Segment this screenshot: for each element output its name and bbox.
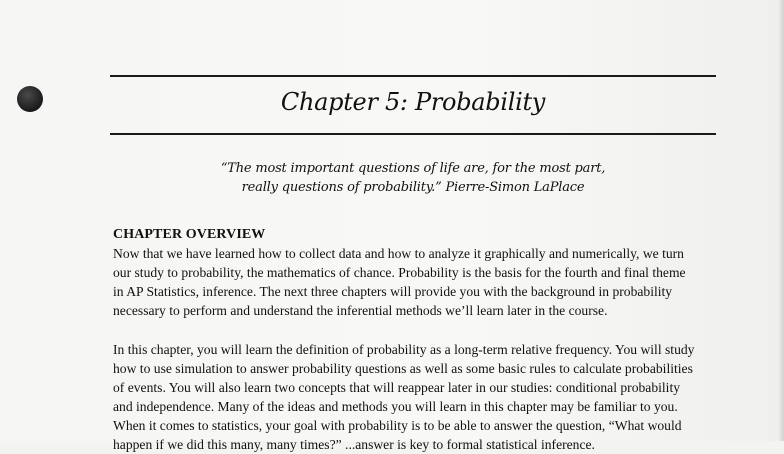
title-rule-bottom bbox=[110, 133, 716, 135]
page-edge-shadow bbox=[778, 0, 784, 441]
epigraph-quote bbox=[110, 159, 716, 197]
quote-line: “The most important questions of life are, for the most part, bbox=[220, 161, 606, 176]
binder-hole bbox=[17, 86, 43, 112]
text-line: happen if we did this many, many times?” ...answer is key to formal statistical inference. bbox=[113, 437, 595, 452]
text-line: our study to probability, the mathematics of chance. Probability is the basis for the fourth and final theme bbox=[113, 265, 686, 280]
quote-line: really questions of probability.” Pierre-Simon LaPlace bbox=[241, 180, 585, 195]
text-line: In this chapter, you will learn the definition of probability as a long-term relative frequency. You will study bbox=[113, 342, 695, 357]
title-rule-top bbox=[110, 75, 716, 77]
chapter-title: Chapter 5: Probability bbox=[280, 88, 546, 116]
overview-paragraph-1 bbox=[113, 244, 713, 320]
text-line: necessary to perform and understand the inferential methods we’ll learn later in the course. bbox=[113, 303, 608, 318]
overview-paragraph-2 bbox=[113, 340, 713, 454]
section-heading: CHAPTER OVERVIEW bbox=[113, 227, 266, 242]
text-line: When it comes to statistics, your goal with probability is to be able to answer the question, “What would bbox=[113, 418, 682, 433]
text-line: how to use simulation to answer probability questions as well as some basic rules to calculate probabilities bbox=[113, 361, 693, 376]
text-line: and independence. Many of the ideas and methods you will learn in this chapter may be familiar to you. bbox=[113, 399, 678, 414]
text-line: Now that we have learned how to collect data and how to analyze it graphically and numerically, we turn bbox=[113, 246, 684, 261]
text-line: in AP Statistics, inference. The next three chapters will provide you with the background in probability bbox=[113, 284, 673, 299]
text-line: of events. You will also learn two concepts that will reappear later in our studies: conditional probability bbox=[113, 380, 681, 395]
